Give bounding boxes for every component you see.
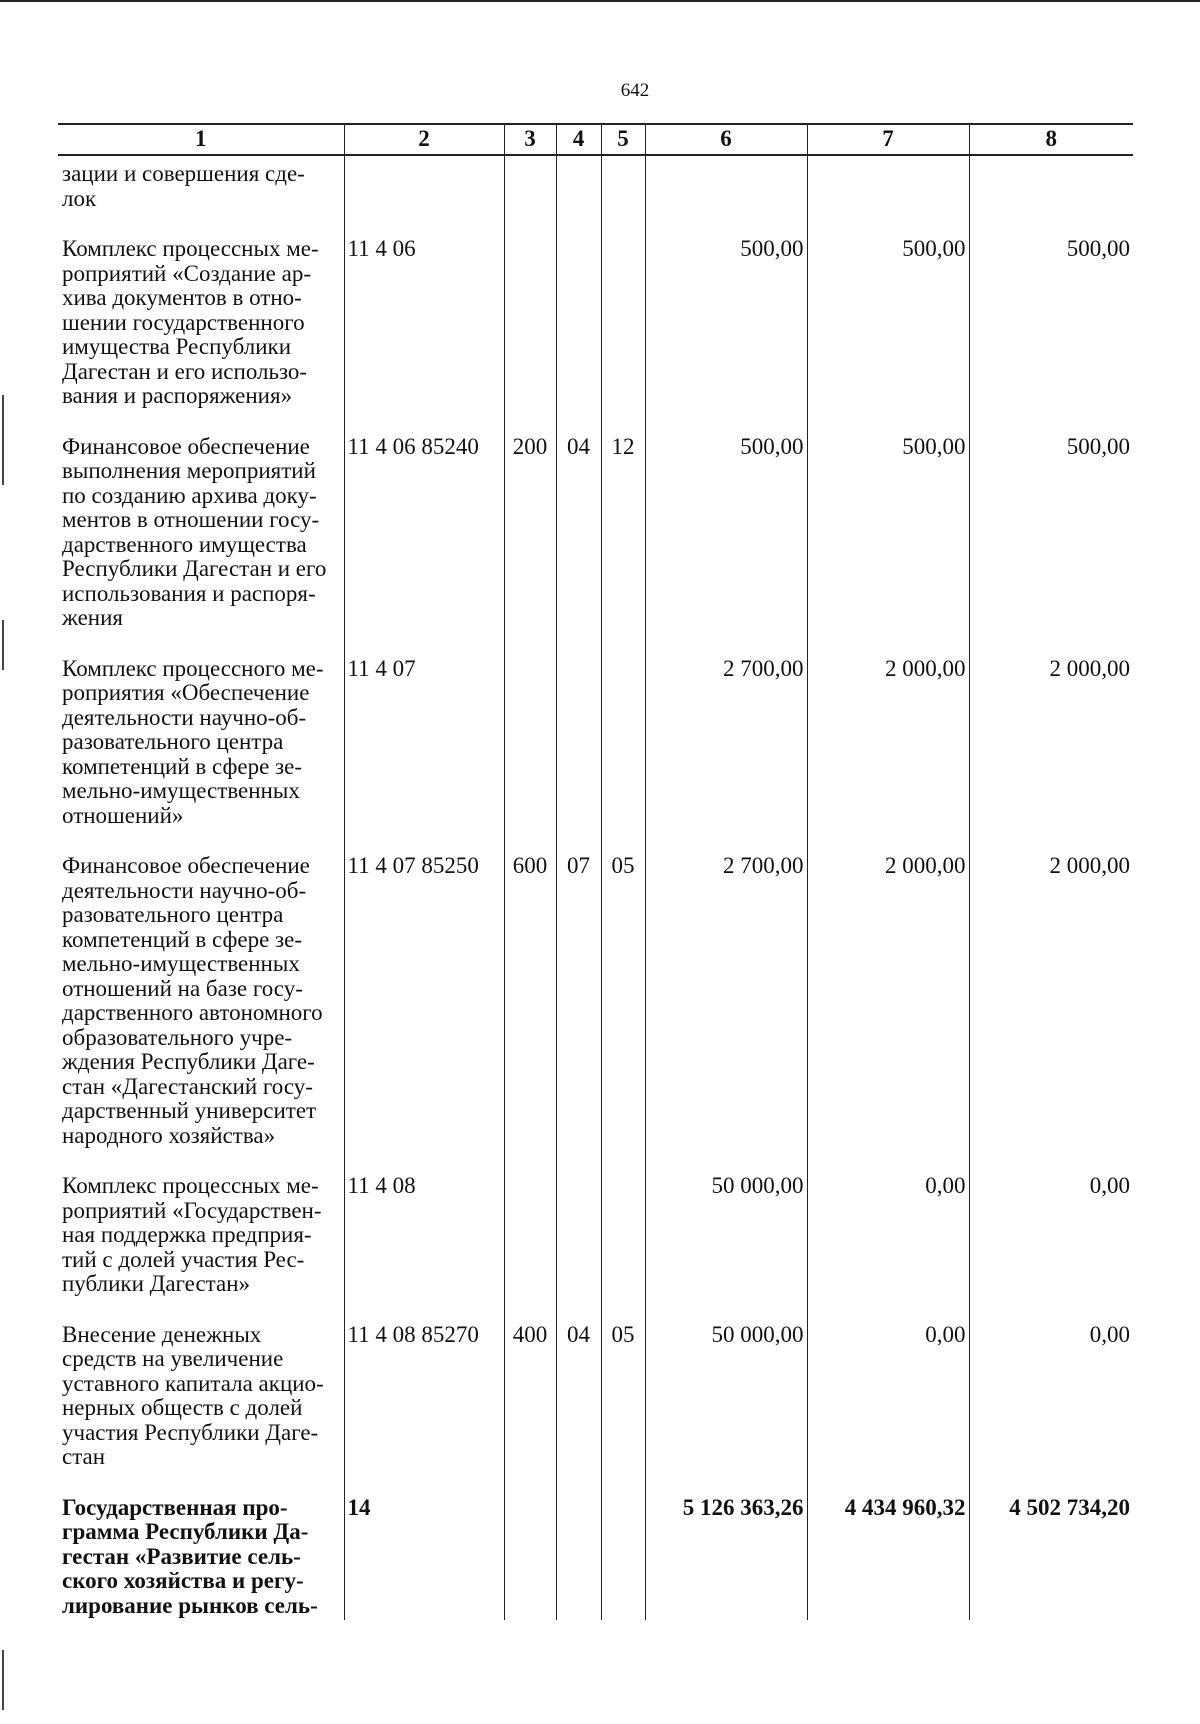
expense-type-cell bbox=[504, 155, 556, 233]
amount-col8-cell: 500,00 bbox=[969, 233, 1133, 431]
amount-col6-cell bbox=[645, 155, 807, 233]
subsection-cell: 05 bbox=[601, 1319, 645, 1492]
column-header: 6 bbox=[645, 124, 807, 155]
budget-code-cell: 11 4 06 85240 bbox=[344, 431, 504, 653]
amount-col7-cell: 0,00 bbox=[807, 1319, 969, 1492]
column-header: 1 bbox=[58, 124, 344, 155]
amount-col6-cell: 2 700,00 bbox=[645, 653, 807, 851]
amount-col7-cell: 0,00 bbox=[807, 1170, 969, 1319]
amount-col7-cell: 2 000,00 bbox=[807, 850, 969, 1170]
table-row bbox=[58, 431, 1133, 653]
budget-code-cell: 11 4 07 bbox=[344, 653, 504, 851]
section-cell bbox=[556, 1170, 601, 1319]
amount-col6-cell: 5 126 363,26 bbox=[645, 1492, 807, 1621]
expense-type-cell bbox=[504, 1492, 556, 1621]
amount-col7-cell: 2 000,00 bbox=[807, 653, 969, 851]
scan-margin-mark bbox=[2, 395, 4, 485]
budget-code-cell: 11 4 08 bbox=[344, 1170, 504, 1319]
amount-col8-cell: 500,00 bbox=[969, 431, 1133, 653]
column-header: 5 bbox=[601, 124, 645, 155]
item-name-cell: Внесение денежных средств на увеличение уставного капитала акцио- нерных обществ с долей участия Республики Даге- стан bbox=[58, 1319, 344, 1492]
expense-type-cell: 600 bbox=[504, 850, 556, 1170]
budget-code-cell: 14 bbox=[344, 1492, 504, 1621]
amount-col6-cell: 50 000,00 bbox=[645, 1319, 807, 1492]
section-cell bbox=[556, 653, 601, 851]
budget-table bbox=[58, 123, 1133, 1620]
amount-col6-cell: 50 000,00 bbox=[645, 1170, 807, 1319]
item-name-cell: Комплекс процессных ме- роприятий «Создание ар- хива документов в отно- шении государственного имущества Республики Дагестан и его использо- вания и распоряжения» bbox=[58, 233, 344, 431]
table-row bbox=[58, 1319, 1133, 1492]
table-row bbox=[58, 850, 1133, 1170]
expense-type-cell bbox=[504, 1170, 556, 1319]
budget-code-cell: 11 4 08 85270 bbox=[344, 1319, 504, 1492]
subsection-cell bbox=[601, 233, 645, 431]
table-row bbox=[58, 653, 1133, 851]
table-row-program-total bbox=[58, 1492, 1133, 1621]
amount-col6-cell: 500,00 bbox=[645, 233, 807, 431]
column-header: 4 bbox=[556, 124, 601, 155]
column-header: 7 bbox=[807, 124, 969, 155]
table-row bbox=[58, 233, 1133, 431]
amount-col8-cell: 2 000,00 bbox=[969, 850, 1133, 1170]
item-name-cell: Комплекс процессного ме- роприятия «Обеспечение деятельности научно-об- разовательного центра компетенций в сфере зе- мельно-имущественных отношений» bbox=[58, 653, 344, 851]
section-cell: 04 bbox=[556, 1319, 601, 1492]
column-header: 8 bbox=[969, 124, 1133, 155]
column-header: 3 bbox=[504, 124, 556, 155]
amount-col8-cell: 4 502 734,20 bbox=[969, 1492, 1133, 1621]
subsection-cell bbox=[601, 155, 645, 233]
amount-col6-cell: 2 700,00 bbox=[645, 850, 807, 1170]
subsection-cell bbox=[601, 1170, 645, 1319]
subsection-cell: 12 bbox=[601, 431, 645, 653]
section-cell bbox=[556, 1492, 601, 1621]
page-number: 642 bbox=[620, 80, 650, 101]
column-number-header-row bbox=[58, 124, 1133, 155]
section-cell: 04 bbox=[556, 431, 601, 653]
amount-col8-cell: 0,00 bbox=[969, 1170, 1133, 1319]
item-name-cell: Комплекс процессных ме- роприятий «Государствен- ная поддержка предприя- тий с долей участия Рес- публики Дагестан» bbox=[58, 1170, 344, 1319]
scan-margin-mark bbox=[2, 620, 4, 670]
amount-col6-cell: 500,00 bbox=[645, 431, 807, 653]
column-header: 2 bbox=[344, 124, 504, 155]
amount-col7-cell bbox=[807, 155, 969, 233]
budget-code-cell: 11 4 07 85250 bbox=[344, 850, 504, 1170]
section-cell bbox=[556, 155, 601, 233]
amount-col7-cell: 500,00 bbox=[807, 431, 969, 653]
section-cell: 07 bbox=[556, 850, 601, 1170]
amount-col7-cell: 500,00 bbox=[807, 233, 969, 431]
budget-code-cell: 11 4 06 bbox=[344, 233, 504, 431]
amount-col8-cell bbox=[969, 155, 1133, 233]
expense-type-cell bbox=[504, 653, 556, 851]
budget-table-container bbox=[58, 123, 1133, 1620]
amount-col8-cell: 0,00 bbox=[969, 1319, 1133, 1492]
expense-type-cell: 200 bbox=[504, 431, 556, 653]
scan-margin-mark bbox=[2, 1650, 4, 1710]
budget-code-cell bbox=[344, 155, 504, 233]
section-cell bbox=[556, 233, 601, 431]
subsection-cell bbox=[601, 653, 645, 851]
amount-col7-cell: 4 434 960,32 bbox=[807, 1492, 969, 1621]
table-row bbox=[58, 155, 1133, 233]
subsection-cell: 05 bbox=[601, 850, 645, 1170]
expense-type-cell: 400 bbox=[504, 1319, 556, 1492]
expense-type-cell bbox=[504, 233, 556, 431]
item-name-cell: Финансовое обеспечение деятельности научно-об- разовательного центра компетенций в сфере зе- мельно-имущественных отношений на базе госу- дарственного автономного образовательного учре- ждения Республики Даге- стан «Дагестанский госу- дарственный университет народного хозяйства» bbox=[58, 850, 344, 1170]
table-row bbox=[58, 1170, 1133, 1319]
item-name-cell: Государственная про- грамма Республики Да- гестан «Развитие сель- ского хозяйства и регу- лирование рынков сель- bbox=[58, 1492, 344, 1621]
subsection-cell bbox=[601, 1492, 645, 1621]
item-name-cell: Финансовое обеспечение выполнения мероприятий по созданию архива доку- ментов в отношении госу- дарственного имущества Республики Дагестан и его использования и распоря- жения bbox=[58, 431, 344, 653]
top-rule bbox=[0, 0, 1200, 2]
item-name-cell: зации и совершения сде- лок bbox=[58, 155, 344, 233]
amount-col8-cell: 2 000,00 bbox=[969, 653, 1133, 851]
